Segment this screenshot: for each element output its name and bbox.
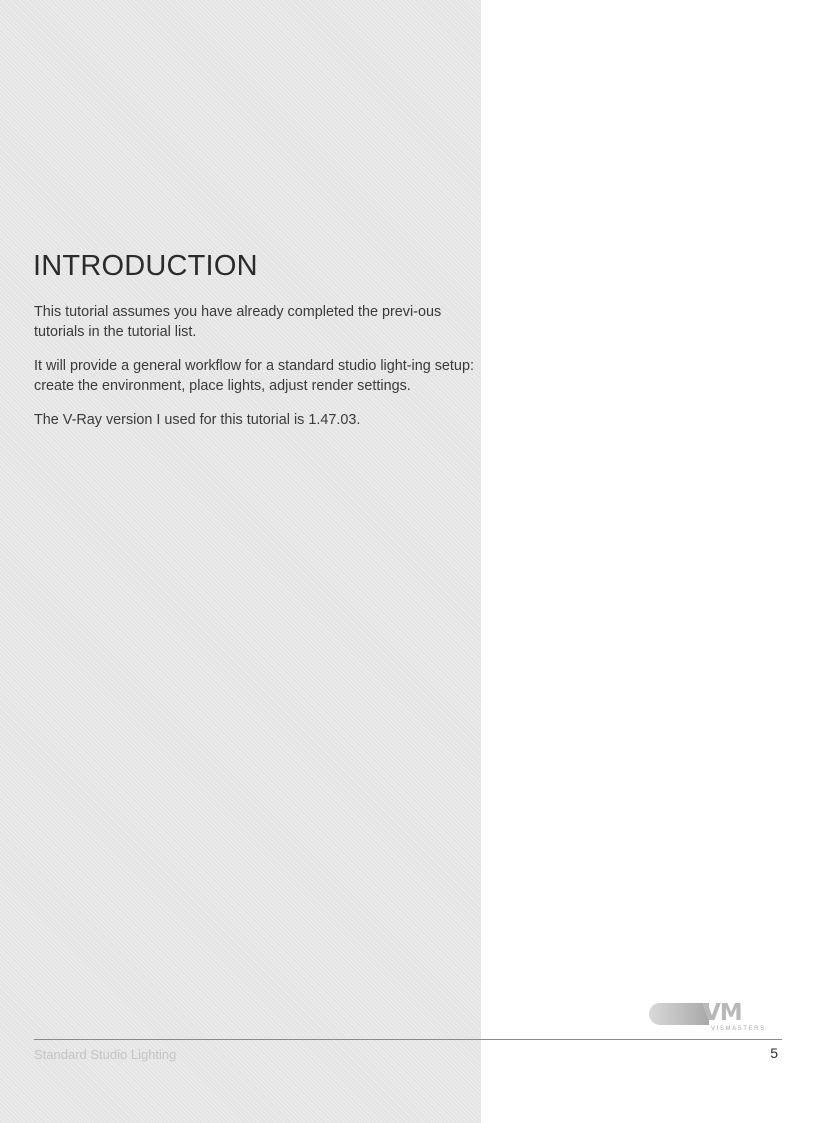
footer-divider bbox=[34, 1039, 782, 1040]
intro-paragraph-2: It will provide a general workflow for a standard studio light-ing setup: create the environment, place lights, adjust render settings. bbox=[34, 358, 474, 394]
page-heading: INTRODUCTION bbox=[33, 250, 258, 282]
intro-paragraph-1: This tutorial assumes you have already completed the previ-ous tutorials in the tutorial list. bbox=[34, 304, 442, 340]
intro-paragraph-3: The V-Ray version I used for this tutorial is 1.47.03. bbox=[34, 412, 361, 428]
page-number: 5 bbox=[770, 1045, 778, 1061]
logo-text: VISMASTERS bbox=[711, 1026, 766, 1032]
vismasters-logo bbox=[649, 1000, 785, 1036]
footer-title: Standard Studio Lighting bbox=[34, 1047, 177, 1062]
intro-body bbox=[34, 303, 474, 446]
logo-mark: VM bbox=[703, 1000, 742, 1026]
logo-pill-shape bbox=[649, 1003, 709, 1025]
